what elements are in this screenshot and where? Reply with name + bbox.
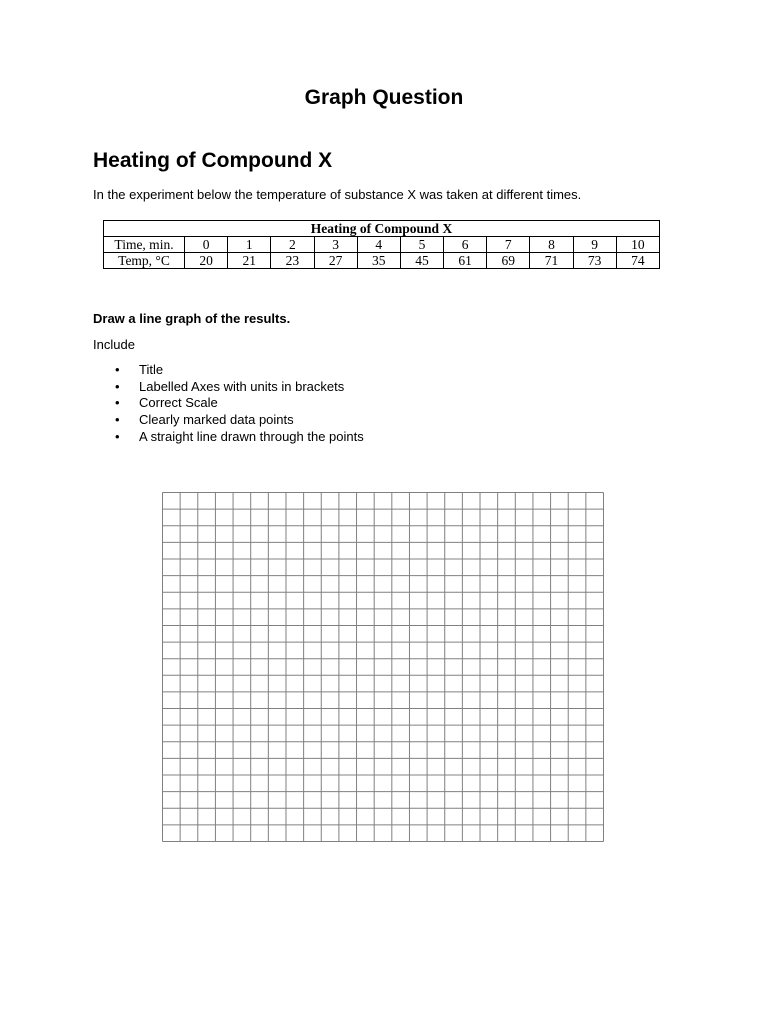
table-row-label: Temp, °C xyxy=(104,253,185,269)
checklist-item xyxy=(93,412,364,429)
checklist-item xyxy=(93,362,364,379)
table-cell: 5 xyxy=(400,237,443,253)
bullet-icon: • xyxy=(115,362,120,377)
table-caption: Heating of Compound X xyxy=(104,221,660,237)
graph-paper xyxy=(162,492,604,847)
table-row-label: Time, min. xyxy=(104,237,185,253)
table-row xyxy=(104,253,660,269)
table-cell: 21 xyxy=(228,253,271,269)
table-cell: 69 xyxy=(487,253,530,269)
graph-grid xyxy=(162,492,604,842)
table-cell: 73 xyxy=(573,253,616,269)
table-cell: 6 xyxy=(444,237,487,253)
checklist-item xyxy=(93,395,364,412)
table-cell: 0 xyxy=(185,237,228,253)
data-table xyxy=(103,220,660,269)
table-row xyxy=(104,237,660,253)
checklist-item-label: A straight line drawn through the points xyxy=(139,428,364,444)
table-cell: 61 xyxy=(444,253,487,269)
table-cell: 7 xyxy=(487,237,530,253)
table-cell: 8 xyxy=(530,237,573,253)
instruction-text: Draw a line graph of the results. xyxy=(93,311,291,326)
table-cell: 23 xyxy=(271,253,314,269)
checklist-item-label: Title xyxy=(139,362,164,377)
bullet-icon: • xyxy=(115,395,120,411)
intro-text: In the experiment below the temperature of substance X was taken at different times. xyxy=(93,187,582,202)
checklist xyxy=(93,362,364,445)
bullet-icon: • xyxy=(115,412,120,428)
table-cell: 1 xyxy=(228,237,271,253)
table-cell: 71 xyxy=(530,253,573,269)
table-cell: 2 xyxy=(271,237,314,253)
checklist-item-label: Correct Scale xyxy=(139,395,218,411)
bullet-icon: • xyxy=(115,378,120,394)
table-body xyxy=(104,237,660,269)
table-cell: 27 xyxy=(314,253,357,269)
section-title: Heating of Compound X xyxy=(93,149,333,172)
checklist-item xyxy=(93,379,364,396)
bullet-icon: • xyxy=(115,428,120,444)
checklist-item-label: Labelled Axes with units in brackets xyxy=(139,378,345,394)
table-cell: 10 xyxy=(616,237,659,253)
table-cell: 20 xyxy=(185,253,228,269)
checklist-item-label: Clearly marked data points xyxy=(139,412,294,428)
table-cell: 35 xyxy=(357,253,400,269)
include-label: Include xyxy=(93,337,135,352)
table-cell: 74 xyxy=(616,253,659,269)
table-cell: 45 xyxy=(400,253,443,269)
table-cell: 4 xyxy=(357,237,400,253)
table-cell: 9 xyxy=(573,237,616,253)
table-cell: 3 xyxy=(314,237,357,253)
page-title: Graph Question xyxy=(304,86,464,109)
checklist-item xyxy=(93,429,364,446)
